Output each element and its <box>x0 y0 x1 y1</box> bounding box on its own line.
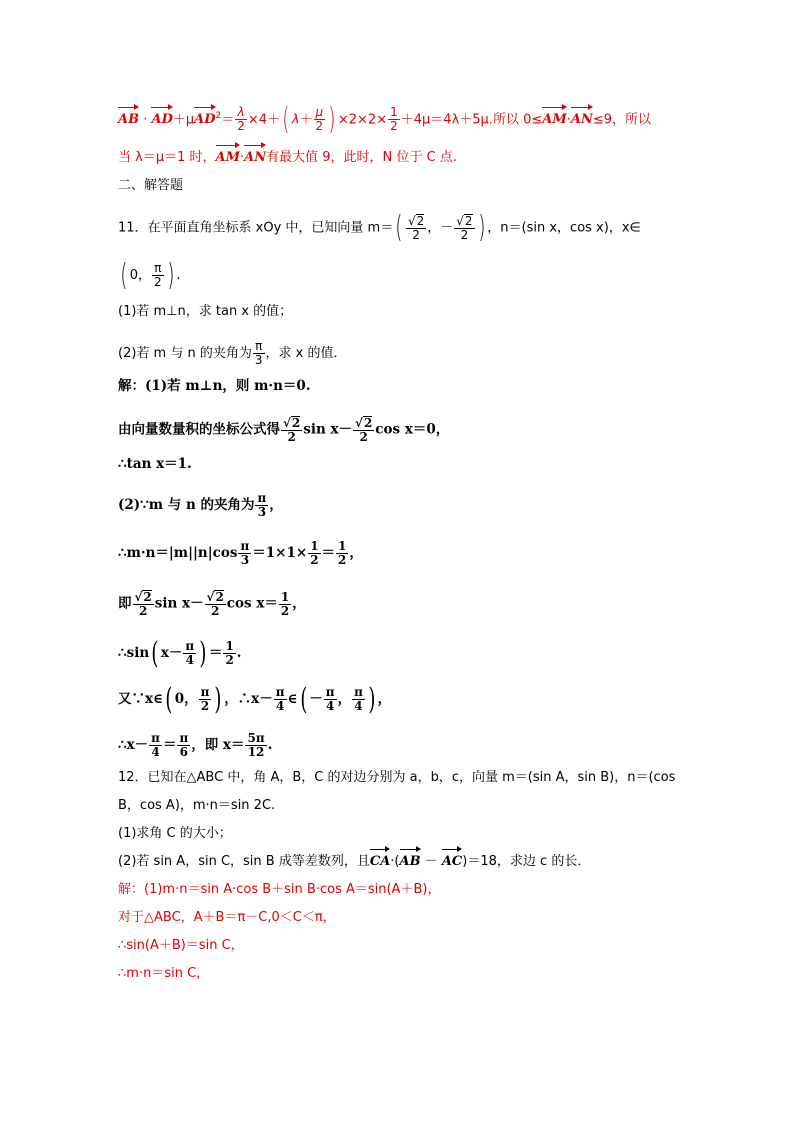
fraction: $\frac{√2}{2}$ <box>456 214 473 242</box>
fraction: $\frac{1}{2}$ <box>280 589 290 618</box>
text: ×2×2× <box>337 112 388 128</box>
fraction: $\frac{√2}{2}$ <box>206 590 224 618</box>
fraction: $\frac{\pi}{6}$ <box>179 731 189 759</box>
solution-line: 解：(1)若 m⊥n，则 m·n＝0. <box>118 378 311 394</box>
text: ∴x－ <box>118 737 149 753</box>
text: ＝18，求边 c 的长． <box>467 854 591 869</box>
vector-AN: AN <box>244 148 266 168</box>
fraction: $\frac{√2}{2}$ <box>355 416 373 444</box>
problem-11-interval: ( 0， $\frac{\pi}{2}$ ) . <box>120 257 181 293</box>
fraction: $\frac{1}{2}$ <box>338 539 347 567</box>
text: ，求 x 的值． <box>265 346 347 361</box>
answer-line: 对于△ABC，A＋B＝π－C,0＜C＜π， <box>118 910 336 925</box>
solution-line: 即 $\frac{√2}{2}$ sin x－ $\frac{√2}{2}$ cos x＝ $\frac{1}{2}$ ， <box>118 589 306 618</box>
solution-line: ∴m·n＝|m||n|cos $\frac{\pi}{3}$ ＝1×1× $\frac{1}{2}$ ＝ $\frac{1}{2}$ ， <box>118 539 363 567</box>
vector-CA: CA <box>370 852 390 872</box>
solution-line: 由向量数量积的坐标公式得 $\frac{√2}{2}$ sin x－ $\frac{√2}{2}$ cos x＝0， <box>118 416 450 444</box>
fraction: $\frac{\lambda}{2}$ <box>237 105 245 134</box>
fraction: $\frac{1}{2}$ <box>390 105 398 134</box>
vector-AB: AB <box>400 852 421 872</box>
solution-line: ∴tan x＝1. <box>118 456 192 472</box>
vector-AC: AC <box>442 852 462 872</box>
solution-line: 又∵x∈( 0， $\frac{\pi}{2}$ ) ，∴x－ $\frac{\pi}{4}$ ∈( － $\frac{\pi}{4}$ ， $\frac{\pi}{4}$ ) ， <box>118 681 392 717</box>
fraction: $\frac{\pi}{3}$ <box>240 539 250 567</box>
fraction: $\frac{\pi}{2}$ <box>200 685 210 713</box>
fraction: $\frac{5\pi}{12}$ <box>247 731 265 759</box>
vector-AM: AM <box>542 110 566 130</box>
text: 又∵x∈ <box>118 691 164 707</box>
problem-11-q2 <box>118 340 346 367</box>
fraction: $\frac{\pi}{3}$ <box>257 491 267 519</box>
fraction: $\frac{1}{2}$ <box>310 539 319 567</box>
fraction: $\frac{1}{2}$ <box>225 639 234 667</box>
text: ＝ <box>221 112 235 128</box>
problem-12-q1: (1)求角 C 的大小； <box>118 826 232 841</box>
top-line-1: AB · AD＋μAD$^2$＝ $\frac{\lambda}{2}$ ×4＋( λ＋ $\frac{\mu}{2}$ ) ×2×2× $\frac{1}{2}$ ＋4μ＝4λ＋5μ.所以 0≤AM·AN≤9，所以 <box>118 101 652 137</box>
vector-AD: AD <box>194 110 215 130</box>
top-line-2: 当 λ＝μ＝1 时，AM·AN有最大值 9，此时，N 位于 C 点. <box>118 148 457 168</box>
answer-line: 解：(1)m·n＝sin A·cos B＋sin B·cos A＝sin(A＋B)， <box>118 882 441 897</box>
text: 有最大值 9，此时，N 位于 C 点. <box>266 150 457 165</box>
text: ＋4μ＝4λ＋5μ.所以 0≤ <box>400 112 543 128</box>
fraction: $\frac{\pi}{4}$ <box>275 685 285 713</box>
text: (2)若 m 与 n 的夹角为 <box>118 346 252 361</box>
vector-AM: AM <box>216 148 240 168</box>
section-heading: 二、解答题 <box>118 178 184 193</box>
problem-12-stem-1: 12．已知在△ABC 中，角 A，B，C 的对边分别为 a，b，c，向量 m＝(sin A，sin B)，n＝(cos <box>118 770 676 785</box>
fraction: $\frac{\pi}{4}$ <box>151 731 160 759</box>
text: 由向量数量积的坐标公式得 <box>118 421 280 438</box>
solution-line: ∴x－ $\frac{\pi}{4}$ ＝ $\frac{\pi}{6}$ ，即 x＝ $\frac{5\pi}{12}$ . <box>118 731 273 759</box>
fraction: $\frac{√2}{2}$ <box>134 590 152 618</box>
answer-line: ∴m·n＝sin C， <box>118 966 210 981</box>
fraction: $\frac{\pi}{2}$ <box>154 261 162 289</box>
text: (2)∵m 与 n 的夹角为 <box>118 497 255 513</box>
fraction: $\frac{\pi}{4}$ <box>325 685 335 713</box>
text: 当 λ＝μ＝1 时， <box>118 150 216 165</box>
text: ×4＋ <box>247 112 281 128</box>
text: 11．在平面直角坐标系 xOy 中，已知向量 m＝ <box>118 220 394 236</box>
vector-AN: AN <box>571 110 593 130</box>
text: ≤9，所以 <box>592 112 652 128</box>
text: ∴sin <box>118 645 150 661</box>
fraction: $\frac{\mu}{2}$ <box>315 105 324 134</box>
fraction: $\frac{\pi}{4}$ <box>185 639 195 667</box>
fraction: $\frac{√2}{2}$ <box>283 416 301 444</box>
vector-AB: AB <box>118 110 139 130</box>
text: 即 <box>118 595 132 612</box>
fraction: $\frac{\pi}{4}$ <box>354 685 363 713</box>
text: ∴m·n＝|m||n|cos <box>118 545 238 561</box>
vector-AD: AD <box>151 110 172 130</box>
text: ，n＝(sin x，cos x)，x∈ <box>487 220 641 236</box>
text: (2)若 sin A，sin C，sin B 成等差数列，且 <box>118 854 370 869</box>
fraction: $\frac{√2}{2}$ <box>407 214 425 242</box>
solution-line: ∴sin( x－ $\frac{\pi}{4}$ ) ＝ $\frac{1}{2}$ . <box>118 635 242 671</box>
problem-12-q2: (2)若 sin A，sin C，sin B 成等差数列，且CA·(AB － AC)＝18，求边 c 的长． <box>118 852 590 872</box>
answer-line: ∴sin(A＋B)＝sin C， <box>118 938 244 953</box>
problem-11-stem: 11．在平面直角坐标系 xOy 中，已知向量 m＝( $\frac{√2}{2}$ ，－ $\frac{√2}{2}$ ) ，n＝(sin x，cos x)，x∈ <box>118 210 641 245</box>
text: ＋μ <box>172 112 195 128</box>
solution-line: (2)∵m 与 n 的夹角为 $\frac{\pi}{3}$ ， <box>118 491 283 519</box>
problem-11-q1: (1)若 m⊥n，求 tan x 的值； <box>118 304 293 319</box>
problem-12-stem-2: B，cos A)，m·n＝sin 2C. <box>118 798 276 813</box>
fraction: $\frac{\pi}{3}$ <box>254 339 263 367</box>
